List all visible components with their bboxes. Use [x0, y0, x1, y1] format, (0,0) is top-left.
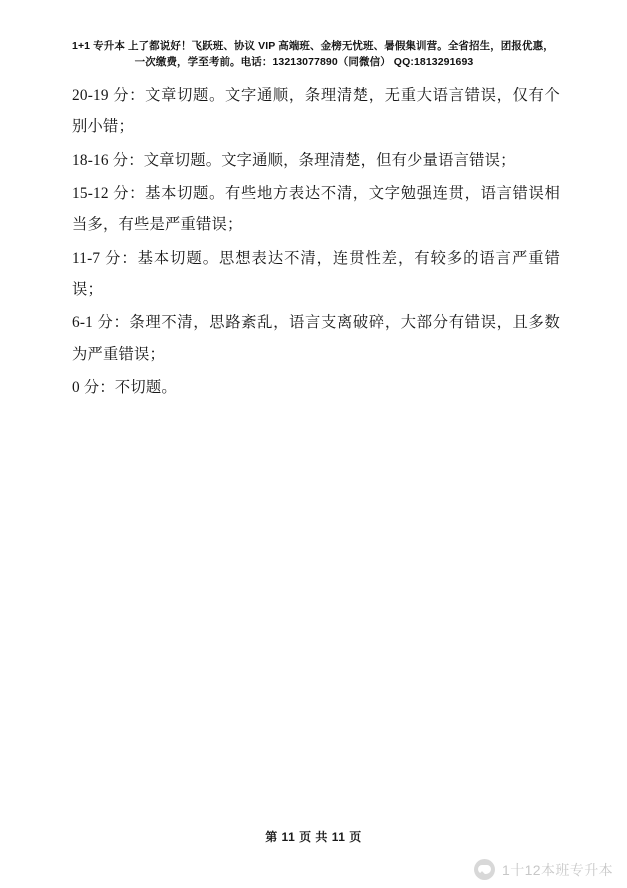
header-line-1: 1+1 专升本 上了都说好！飞跃班、协议 VIP 高端班、金榜无忧班、暑假集训营。全省招生，团报优惠， [72, 40, 554, 52]
scoring-criteria-paragraph: 20-19 分：文章切题。文字通顺，条理清楚，无重大语言错误，仅有个别小错； [72, 87, 560, 136]
document-body [72, 80, 560, 405]
page-header [72, 38, 556, 71]
scoring-criteria-paragraph: 15-12 分：基本切题。有些地方表达不清，文字勉强连贯，语言错误相当多，有些是严重错误； [72, 185, 560, 234]
page-footer: 第 11 页 共 11 页 [265, 830, 362, 844]
header-line-2: 一次缴费，学至考前。电话：13213077890（同微信） QQ:1813291693 [134, 56, 474, 69]
watermark-label: 1十12本班专升本 [502, 861, 613, 878]
watermark [474, 859, 613, 880]
scoring-criteria-paragraph: 6-1 分：条理不清，思路紊乱，语言支离破碎，大部分有错误，且多数为严重错误； [72, 314, 560, 363]
scoring-criteria-paragraph: 11-7 分：基本切题。思想表达不清，连贯性差，有较多的语言严重错误； [72, 249, 560, 299]
scoring-criteria-paragraph: 0 分：不切题。 [72, 379, 177, 397]
scoring-criteria-paragraph: 18-16 分：文章切题。文字通顺，条理清楚，但有少量语言错误； [72, 151, 516, 169]
wechat-account-avatar-icon [474, 859, 495, 880]
